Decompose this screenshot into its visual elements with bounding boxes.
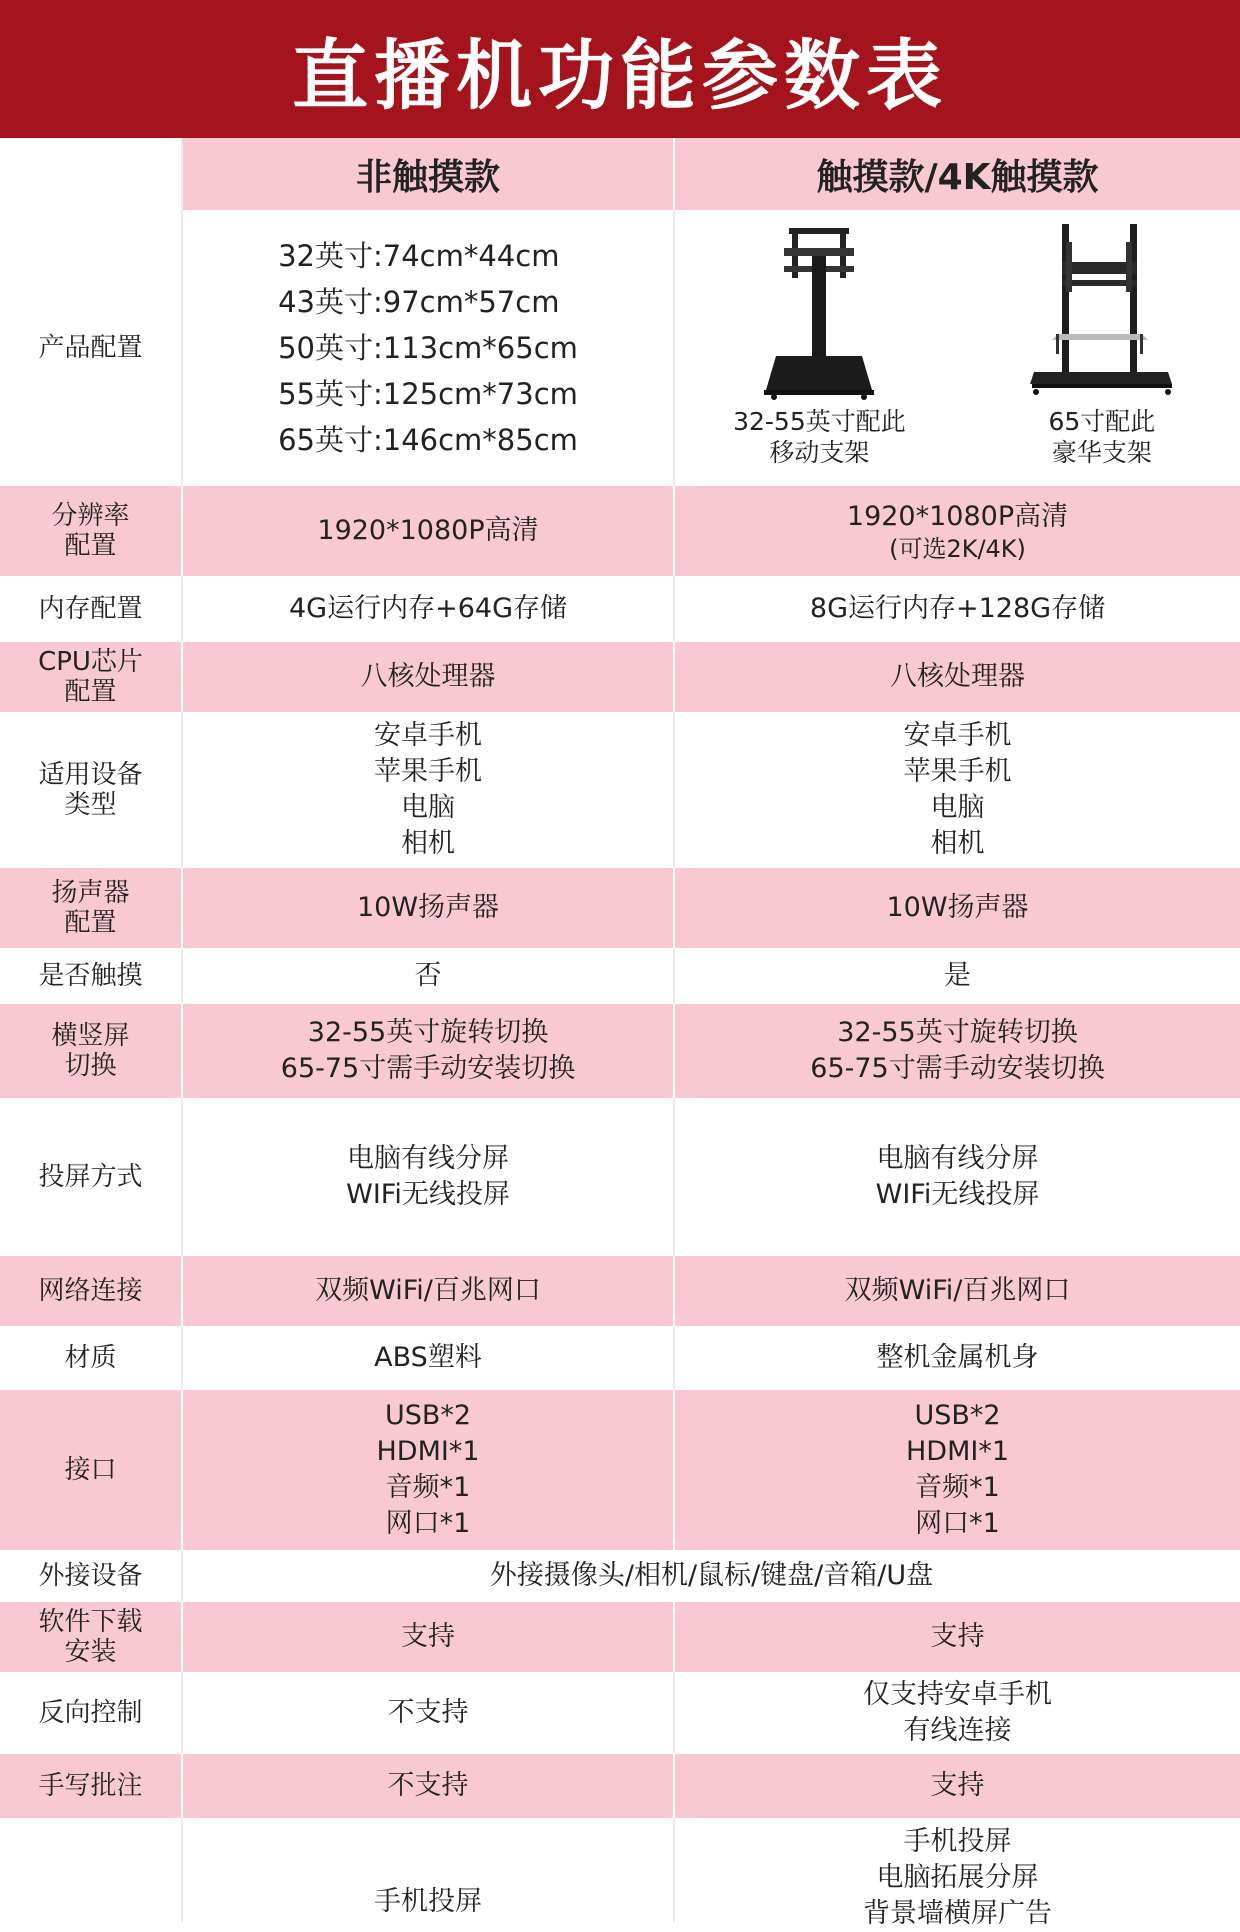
row-label-speaker: 扬声器 配置 [0,868,183,948]
mobile-stand [733,222,906,468]
row-label-memory: 内存配置 [0,576,183,642]
mobile-stand-caption-2: 移动支架 [769,438,870,467]
casting-touch: 电脑有线分屏 WIFi无线投屏 [675,1098,1240,1256]
network-non-touch: 双频WiFi/百兆网口 [183,1256,675,1326]
header-corner [0,138,183,210]
ports-non-touch: USB*2 HDMI*1 音频*1 网口*1 [183,1390,675,1550]
cpu-non-touch: 八核处理器 [183,642,675,712]
resolution-non-touch: 1920*1080P高清 [183,486,675,576]
row-label-product-config: 产品配置 [0,210,183,486]
last-touch: 手机投屏 电脑拓展分屏 背景墙横屏广告 [675,1818,1240,1922]
row-label-ports: 接口 [0,1390,183,1550]
rotation-touch: 32-55英寸旋转切换 65-75寸需手动安装切换 [675,1004,1240,1098]
row-label-touch: 是否触摸 [0,948,183,1004]
row-label-external: 外接设备 [0,1550,183,1602]
size-item: 65英寸:146cm*85cm [278,423,578,457]
cpu-touch: 八核处理器 [675,642,1240,712]
memory-touch: 8G运行内存+128G存储 [675,576,1240,642]
luxury-stand [1022,222,1182,468]
touch-touch: 是 [675,948,1240,1004]
row-label-network: 网络连接 [0,1256,183,1326]
reverse-touch: 仅支持安卓手机 有线连接 [675,1672,1240,1754]
size-item: 55英寸:125cm*73cm [278,377,578,411]
resolution-touch: 1920*1080P高清 (可选2K/4K) [675,486,1240,576]
software-non-touch: 支持 [183,1602,675,1672]
material-touch: 整机金属机身 [675,1326,1240,1390]
row-label-resolution: 分辨率 配置 [0,486,183,576]
speaker-non-touch: 10W扬声器 [183,868,675,948]
software-touch: 支持 [675,1602,1240,1672]
last-non-touch: 手机投屏 [183,1818,675,1922]
devices-non-touch: 安卓手机 苹果手机 电脑 相机 [183,712,675,868]
luxury-stand-caption-2: 豪华支架 [1051,438,1152,467]
row-label-annotation: 手写批注 [0,1754,183,1818]
product-sizes [183,210,675,486]
size-item: 32英寸:74cm*44cm [278,239,560,273]
product-stands [675,210,1240,486]
rotation-non-touch: 32-55英寸旋转切换 65-75寸需手动安装切换 [183,1004,675,1098]
speaker-touch: 10W扬声器 [675,868,1240,948]
annotation-non-touch: 不支持 [183,1754,675,1818]
column-header-non-touch: 非触摸款 [183,138,675,210]
luxury-stand-caption-1: 65寸配此 [1048,407,1156,436]
row-label-material: 材质 [0,1326,183,1390]
size-list [278,233,578,463]
row-label-reverse: 反向控制 [0,1672,183,1754]
row-label-cpu: CPU芯片 配置 [0,642,183,712]
casting-non-touch: 电脑有线分屏 WIFi无线投屏 [183,1098,675,1256]
luxury-stand-image [1022,222,1182,400]
memory-non-touch: 4G运行内存+64G存储 [183,576,675,642]
size-item: 43英寸:97cm*57cm [278,285,560,319]
external-devices: 外接摄像头/相机/鼠标/键盘/音箱/U盘 [183,1550,1240,1602]
network-touch: 双频WiFi/百兆网口 [675,1256,1240,1326]
row-label-software: 软件下载 安装 [0,1602,183,1672]
row-label-rotation: 横竖屏 切换 [0,1004,183,1098]
title-bar [0,0,1240,138]
column-header-touch: 触摸款/4K触摸款 [675,138,1240,210]
page-title: 直播机功能参数表 [292,30,948,120]
devices-touch: 安卓手机 苹果手机 电脑 相机 [675,712,1240,868]
row-label-last [0,1818,183,1922]
spec-table [0,138,1240,1929]
mobile-stand-image [754,222,884,400]
touch-non-touch: 否 [183,948,675,1004]
mobile-stand-caption-1: 32-55英寸配此 [733,407,906,436]
row-label-casting: 投屏方式 [0,1098,183,1256]
size-item: 50英寸:113cm*65cm [278,331,578,365]
reverse-non-touch: 不支持 [183,1672,675,1754]
material-non-touch: ABS塑料 [183,1326,675,1390]
row-label-devices: 适用设备 类型 [0,712,183,868]
annotation-touch: 支持 [675,1754,1240,1818]
ports-touch: USB*2 HDMI*1 音频*1 网口*1 [675,1390,1240,1550]
